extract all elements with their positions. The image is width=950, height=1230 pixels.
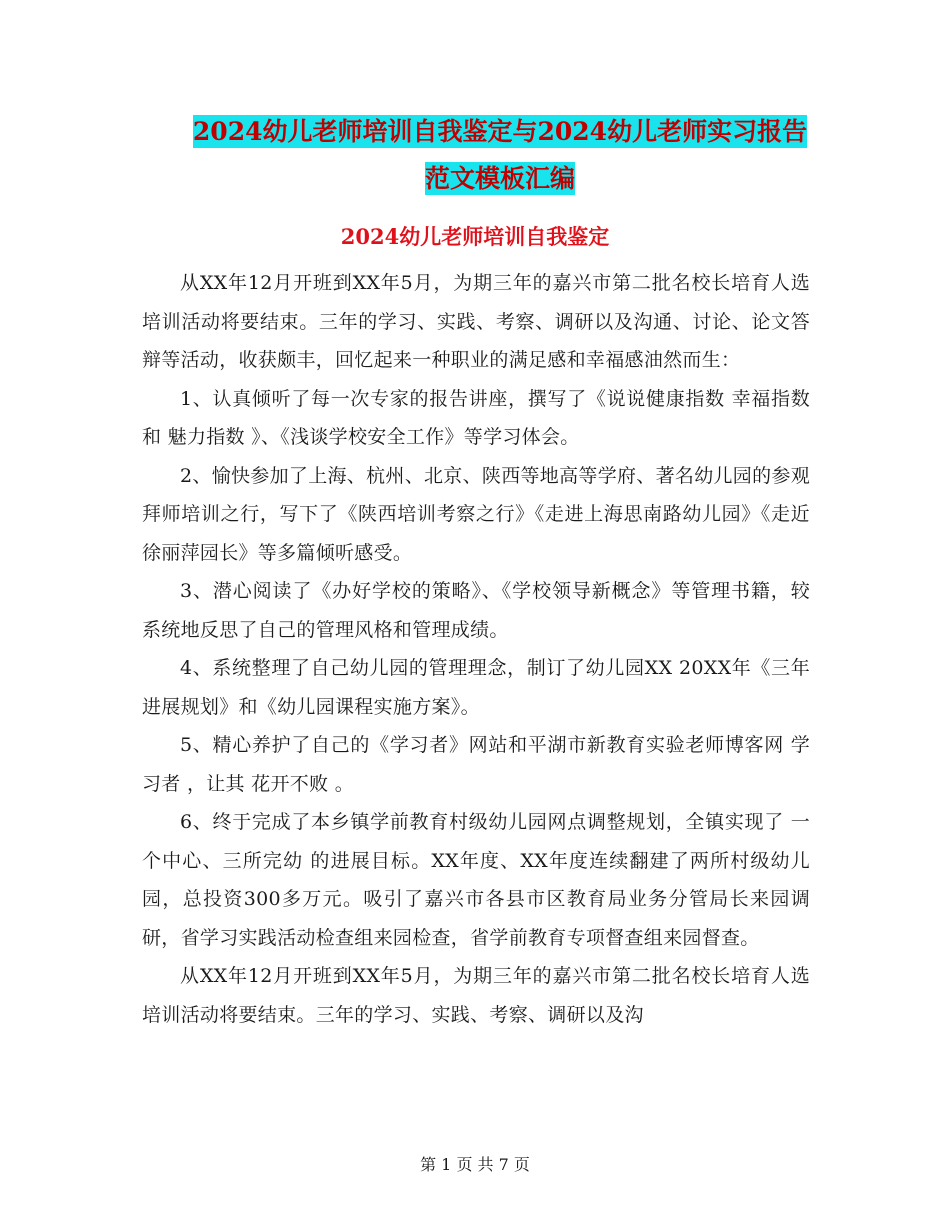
document-title	[140, 108, 860, 202]
paragraph: 4、系统整理了自己幼儿园的管理理念，制订了幼儿园XX 20XX年《三年进展规划》和《幼儿园课程实施方案》。	[142, 657, 810, 718]
paragraph: 3、潜心阅读了《办好学校的策略》、《学校领导新概念》等管理书籍，较系统地反思了自己的管理风格和管理成绩。	[142, 580, 810, 641]
document-title-line1: 2024幼儿老师培训自我鉴定与2024幼儿老师实习报告	[192, 117, 808, 146]
page-footer: 第 1 页 共 7 页	[420, 1155, 530, 1174]
paragraph: 6、终于完成了本乡镇学前教育村级幼儿园网点调整规划，全镇实现了 一个中心、三所完幼 的进展目标。XX年度、XX年度连续翻建了两所村级幼儿园，总投资300多万元。吸引了嘉兴市各县市区教育局业务分管局长来园调研，省学习实践活动检查组来园检查，省学前教育专项督查组来园督查。	[142, 811, 810, 949]
paragraph: 2、愉快参加了上海、杭州、北京、陕西等地高等学府、著名幼儿园的参观拜师培训之行，写下了《陕西培训考察之行》《走进上海思南路幼儿园》《走近徐丽萍园长》等多篇倾听感受。	[142, 464, 810, 564]
paragraph: 从XX年12月开班到XX年5月，为期三年的嘉兴市第二批名校长培育人选培训活动将要结束。三年的学习、实践、考察、调研以及沟通、讨论、论文答辩等活动，收获颇丰，回忆起来一种职业的满足感和幸福感油然而生：	[142, 272, 810, 371]
section-title: 2024幼儿老师培训自我鉴定	[340, 224, 610, 249]
document-title-line2: 范文模板汇编	[424, 164, 575, 193]
paragraph: 从XX年12月开班到XX年5月，为期三年的嘉兴市第二批名校长培育人选培训活动将要结束。三年的学习、实践、考察、调研以及沟	[142, 965, 810, 1026]
paragraph: 5、精心养护了自己的《学习者》网站和平湖市新教育实验老师博客网 学习者 ，让其 花开不败 。	[142, 734, 810, 795]
document-body	[142, 264, 810, 1034]
paragraph: 1、认真倾听了每一次专家的报告讲座，撰写了《说说健康指数 幸福指数 和 魅力指数 》、《浅谈学校安全工作》等学习体会。	[142, 387, 810, 448]
